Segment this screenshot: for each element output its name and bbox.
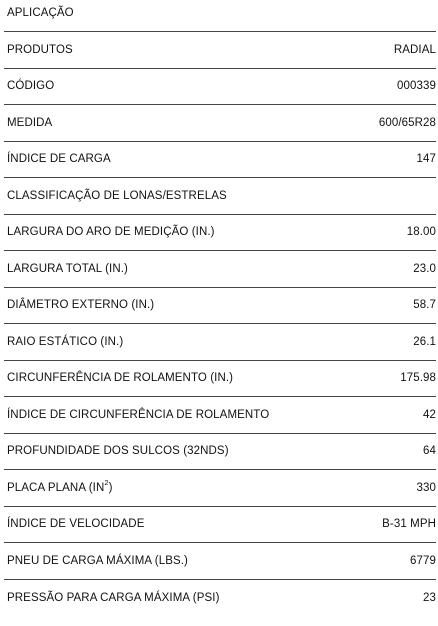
- row-produtos: [4, 32, 436, 69]
- row-value: 58.7: [413, 299, 436, 312]
- row-value: 6779: [410, 554, 436, 567]
- row-indice-de-carga: [4, 142, 436, 179]
- row-label: CÓDIGO: [7, 80, 55, 93]
- row-classificacao-lonas: [4, 178, 436, 215]
- row-label: ÍNDICE DE VELOCIDADE: [7, 518, 145, 531]
- row-value: B-31 MPH: [382, 518, 436, 531]
- row-indice-circunferencia: [4, 397, 436, 434]
- row-value: 42: [423, 408, 436, 421]
- row-value: RADIAL: [393, 43, 436, 56]
- row-placa-plana: [4, 470, 436, 507]
- row-largura-aro: [4, 215, 436, 252]
- spec-table: [4, 0, 436, 616]
- row-label: PRODUTOS: [7, 43, 73, 56]
- row-medida: [4, 105, 436, 142]
- row-pneu-carga-maxima: [4, 543, 436, 580]
- row-largura-total: [4, 251, 436, 288]
- row-label: ÍNDICE DE CARGA: [7, 153, 111, 166]
- row-value: 23.0: [413, 262, 436, 275]
- row-label: PNEU DE CARGA MÁXIMA (LBS.): [7, 554, 188, 567]
- row-value: 330: [416, 481, 436, 494]
- row-label: [7, 477, 113, 494]
- row-pressao-carga-maxima: [4, 580, 436, 617]
- row-aplicacao: [4, 0, 436, 32]
- row-value: 23: [423, 591, 436, 604]
- row-label: CLASSIFICAÇÃO DE LONAS/ESTRELAS: [7, 189, 227, 202]
- row-profundidade-sulcos: [4, 434, 436, 471]
- row-label-end: ): [108, 481, 113, 494]
- row-value: 600/65R28: [378, 116, 436, 129]
- row-diametro-externo: [4, 288, 436, 325]
- row-label-main: PLACA PLANA (IN: [7, 481, 105, 494]
- row-label: APLICAÇÃO: [7, 6, 74, 19]
- row-value: 000339: [397, 80, 436, 93]
- row-value: 175.98: [400, 372, 436, 385]
- row-label: ÍNDICE DE CIRCUNFERÊNCIA DE ROLAMENTO: [7, 408, 270, 421]
- row-label: MEDIDA: [7, 116, 53, 129]
- row-raio-estatico: [4, 324, 436, 361]
- row-indice-velocidade: [4, 507, 436, 544]
- row-label-superscript: 2: [104, 477, 109, 487]
- row-label: RAIO ESTÁTICO (IN.): [7, 335, 124, 348]
- row-label: PROFUNDIDADE DOS SULCOS (32NDS): [7, 445, 229, 458]
- row-label: PRESSÃO PARA CARGA MÁXIMA (PSI): [7, 591, 220, 604]
- row-circunferencia-rolamento: [4, 361, 436, 398]
- row-value: 26.1: [413, 335, 436, 348]
- row-value: 18.00: [406, 226, 436, 239]
- row-label: LARGURA DO ARO DE MEDIÇÃO (IN.): [7, 226, 215, 239]
- row-label: LARGURA TOTAL (IN.): [7, 262, 128, 275]
- row-label: DIÂMETRO EXTERNO (IN.): [7, 299, 155, 312]
- row-value: 147: [416, 153, 436, 166]
- row-value: 64: [423, 445, 436, 458]
- row-label: CIRCUNFERÊNCIA DE ROLAMENTO (IN.): [7, 372, 234, 385]
- row-codigo: [4, 69, 436, 106]
